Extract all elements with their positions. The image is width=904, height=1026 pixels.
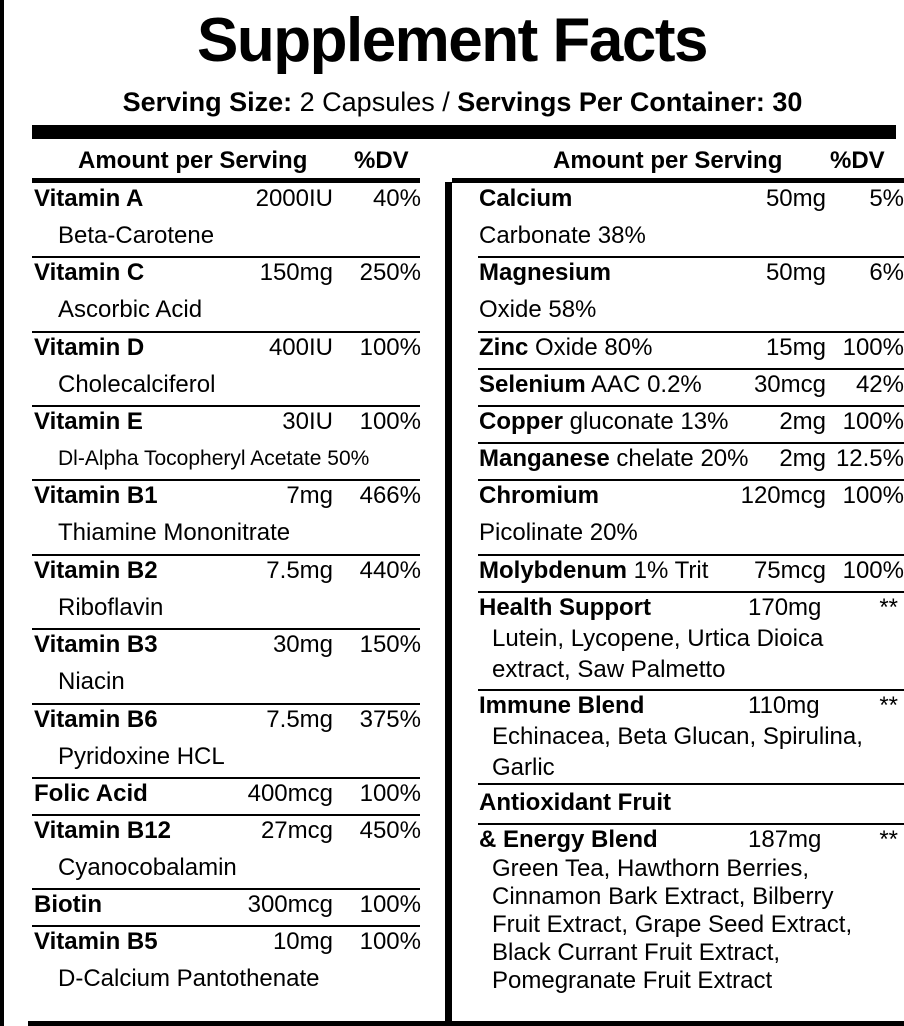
mineral-amount: 2mg (779, 445, 826, 472)
nutrient-source: Cyanocobalamin (58, 854, 237, 881)
mineral-form: Oxide 80% (535, 334, 653, 361)
mineral-name: Copper (479, 408, 563, 435)
blend-name-line1: Antioxidant Fruit (479, 789, 671, 816)
mineral-amount: 15mg (765, 334, 826, 361)
nutrient-dv: 100% (359, 334, 421, 361)
nutrient-name: Vitamin E (34, 408, 143, 435)
nutrient-name: Vitamin B3 (34, 631, 158, 658)
row-divider (32, 256, 420, 258)
nutrient-source: Beta-Carotene (58, 222, 215, 249)
left-header-rule (32, 178, 420, 183)
nutrient-amount: 400IU (268, 334, 333, 361)
servings-per-container-label: Servings Per Container: (457, 87, 765, 117)
row-divider (478, 442, 904, 444)
row-divider (478, 405, 904, 407)
blend-amount: 170mg (748, 594, 822, 621)
nutrient-name: Vitamin C (34, 259, 145, 286)
mineral-amount: 2mg (779, 408, 826, 435)
blend-ingredients: Garlic (492, 754, 555, 781)
row-divider (478, 256, 904, 258)
mineral-amount: 50mg (765, 185, 826, 212)
top-thick-rule (32, 125, 896, 139)
mineral-source: Oxide 58% (479, 296, 597, 323)
left-amount-header: Amount per Serving (78, 147, 308, 174)
nutrient-amount: 300mcg (247, 891, 333, 918)
mineral-dv: 6% (869, 259, 904, 286)
mineral-row (479, 407, 728, 437)
mineral-dv: 100% (842, 408, 904, 435)
nutrient-name: Folic Acid (34, 780, 148, 807)
blend-ingredients: Fruit Extract, Grape Seed Extract, (492, 911, 853, 938)
nutrient-name: Vitamin A (34, 185, 144, 212)
nutrient-source: Dl-Alpha Tocopheryl Acetate 50% (58, 447, 370, 470)
blend-amount: 110mg (748, 692, 820, 719)
mineral-row (479, 481, 599, 511)
blend-ingredients: Cinnamon Bark Extract, Bilberry (492, 883, 834, 910)
mineral-row (479, 184, 572, 214)
row-divider (32, 554, 420, 556)
blend-name: Immune Blend (479, 692, 645, 719)
nutrient-amount: 10mg (272, 928, 333, 955)
nutrient-dv: 100% (359, 408, 421, 435)
nutrient-name: Vitamin B5 (34, 928, 158, 955)
mineral-form: 1% Trit (633, 557, 709, 584)
nutrient-dv: 450% (359, 817, 421, 844)
blend-dv: ** (879, 594, 898, 621)
mineral-row (479, 370, 702, 400)
mineral-dv: 100% (842, 557, 904, 584)
row-divider (478, 368, 904, 370)
serving-separator: / (442, 87, 450, 117)
blend-name: Health Support (479, 594, 651, 621)
blend-ingredients: extract, Saw Palmetto (492, 656, 726, 683)
nutrient-amount: 400mcg (247, 780, 333, 807)
mineral-name: Selenium (479, 371, 586, 398)
row-divider (32, 925, 420, 927)
nutrient-source: Pyridoxine HCL (58, 743, 225, 770)
row-divider (32, 703, 420, 705)
nutrient-name: Vitamin B1 (34, 482, 158, 509)
bottom-rule (28, 1021, 904, 1026)
mineral-amount: 120mcg (740, 482, 826, 509)
row-divider (478, 554, 904, 556)
mineral-dv: 100% (842, 334, 904, 361)
nutrient-name: Vitamin B6 (34, 706, 158, 733)
nutrient-amount: 30mg (272, 631, 333, 658)
nutrient-source: Riboflavin (58, 594, 164, 621)
nutrient-amount: 7mg (286, 482, 333, 509)
mineral-form: AAC 0.2% (591, 371, 702, 398)
right-header-rule (452, 178, 904, 183)
nutrient-source: Ascorbic Acid (58, 296, 203, 323)
mineral-row (479, 333, 652, 363)
row-divider (32, 888, 420, 890)
mineral-source: Carbonate 38% (479, 222, 646, 249)
nutrient-amount: 7.5mg (266, 706, 333, 733)
row-divider (32, 777, 420, 779)
nutrient-dv: 375% (359, 706, 421, 733)
row-divider (32, 814, 420, 816)
nutrient-source: Cholecalciferol (58, 371, 216, 398)
nutrient-name: Vitamin D (34, 334, 145, 361)
mineral-amount: 50mg (765, 259, 826, 286)
nutrient-amount: 27mcg (260, 817, 333, 844)
serving-size-label: Serving Size: (122, 87, 293, 117)
nutrient-source: Thiamine Mononitrate (58, 519, 291, 546)
servings-per-container-value: 30 (772, 87, 803, 117)
mineral-dv: 100% (842, 482, 904, 509)
nutrient-dv: 466% (359, 482, 421, 509)
mineral-form: chelate 20% (616, 445, 749, 472)
nutrient-source: Niacin (58, 668, 125, 695)
label-title: Supplement Facts (197, 6, 707, 75)
right-amount-header: Amount per Serving (553, 147, 783, 174)
nutrient-dv: 100% (359, 891, 421, 918)
mineral-amount: 30mcg (753, 371, 826, 398)
mineral-name: Magnesium (479, 259, 612, 286)
nutrient-amount: 150mg (259, 259, 333, 286)
row-divider (32, 479, 420, 481)
nutrient-dv: 100% (359, 780, 421, 807)
nutrient-amount: 2000IU (255, 185, 333, 212)
mineral-form: gluconate 13% (569, 408, 729, 435)
mineral-row (479, 556, 708, 586)
row-divider (478, 331, 904, 333)
nutrient-amount: 7.5mg (266, 557, 333, 584)
right-dv-header: %DV (830, 147, 885, 174)
column-divider (445, 182, 452, 1022)
mineral-name: Manganese (479, 445, 610, 472)
blend-dv: ** (879, 826, 898, 853)
nutrient-dv: 150% (359, 631, 421, 658)
mineral-dv: 5% (869, 185, 904, 212)
mineral-dv: 12.5% (835, 445, 904, 472)
blend-name: & Energy Blend (479, 826, 658, 853)
mineral-row (479, 258, 611, 288)
row-divider (478, 479, 904, 481)
mineral-source: Picolinate 20% (479, 519, 638, 546)
blend-amount: 187mg (748, 826, 822, 853)
blend-dv: ** (879, 692, 898, 719)
mineral-name: Zinc (479, 334, 529, 361)
mineral-name: Calcium (479, 185, 573, 212)
row-divider (32, 405, 420, 407)
nutrient-dv: 250% (359, 259, 421, 286)
nutrient-amount: 30IU (282, 408, 333, 435)
blend-divider (478, 783, 904, 785)
mineral-name: Molybdenum (479, 557, 627, 584)
blend-ingredients: Black Currant Fruit Extract, (492, 939, 781, 966)
row-divider (32, 628, 420, 630)
mineral-name: Chromium (479, 482, 599, 509)
serving-info (0, 84, 904, 120)
nutrient-dv: 440% (359, 557, 421, 584)
left-border (0, 0, 4, 1026)
nutrient-dv: 100% (359, 928, 421, 955)
row-divider (32, 331, 420, 333)
blend-ingredients: Pomegranate Fruit Extract (492, 967, 773, 994)
left-dv-header: %DV (354, 147, 409, 174)
blend-ingredients: Echinacea, Beta Glucan, Spirulina, (492, 723, 863, 750)
mineral-amount: 75mcg (753, 557, 826, 584)
blend-ingredients: Green Tea, Hawthorn Berries, (492, 855, 810, 882)
mineral-dv: 42% (855, 371, 904, 398)
nutrient-name: Vitamin B2 (34, 557, 158, 584)
nutrient-dv: 40% (372, 185, 421, 212)
serving-size-value: 2 Capsules (299, 87, 435, 117)
nutrient-name: Biotin (34, 891, 102, 918)
nutrient-name: Vitamin B12 (34, 817, 171, 844)
blend-ingredients: Lutein, Lycopene, Urtica Dioica (492, 625, 824, 652)
nutrient-source: D-Calcium Pantothenate (58, 965, 320, 992)
